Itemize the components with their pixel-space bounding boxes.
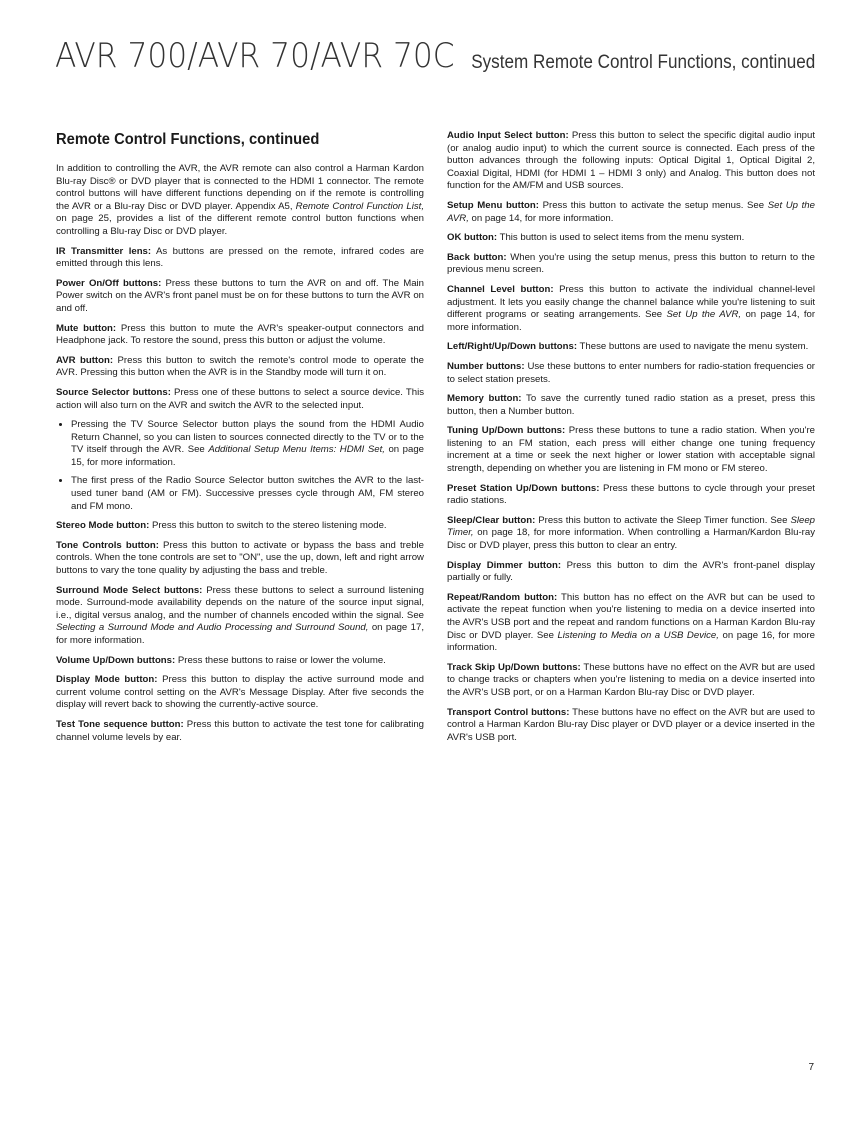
source-text: Press one of these buttons to select a source device. This action will also turn on the AVR and switch the AVR to the selected input. [56,386,425,411]
arrows-text: These buttons are used to navigate the menu system. [579,341,809,353]
sleep-paragraph [447,515,815,553]
back-term: Back button: [447,251,507,263]
display-mode-paragraph [56,674,424,712]
section-heading: Remote Control Functions, continued [56,131,320,148]
audio-input-paragraph [447,130,815,193]
page-number: 7 [808,1062,814,1073]
power-paragraph [56,278,424,316]
setup-menu-text: Press this button to activate the setup menus. See [542,199,765,211]
repeat-text: This button has no effect on the AVR but can be used to activate the repeat function when you're listening to media on a device inserted into the AVR's USB port and the repeat and random functions on a Harman Kardon Blu-ray Disc or DVD player. See [447,591,815,641]
power-term: Power On/Off buttons: [56,277,162,289]
test-tone-text: Press this button to activate the test tone for calibrating channel volume levels by ear. [56,718,425,743]
mute-paragraph [56,323,424,348]
setup-menu-paragraph [447,200,815,225]
repeat-paragraph [447,592,815,655]
dimmer-paragraph [447,560,815,585]
sleep-term: Sleep/Clear button: [447,514,536,526]
mute-term: Mute button: [56,322,117,334]
ir-lens-text: As buttons are pressed on the remote, infrared codes are emitted through this lens. [56,245,424,270]
stereo-term: Stereo Mode button: [56,520,150,532]
repeat-text-b: on page 16, for more information. [447,629,816,654]
dimmer-text: Press this button to dim the AVR's front-panel display partially or fully. [447,559,815,584]
number-text: Use these buttons to enter numbers for radio-station frequencies or to select station presets. [447,360,815,385]
transport-paragraph [447,707,815,745]
surround-ref: Selecting a Surround Mode and Audio Processing and Surround Sound, [56,622,369,634]
channel-level-text: Press this button to activate the individual channel-level adjustment. It lets you easily change the channel balance while you're listening to suit different programs or seating arrangements. See [447,283,816,321]
dimmer-term: Display Dimmer button: [447,559,562,571]
preset-paragraph [447,483,815,508]
intro-ref: Remote Control Function List, [295,200,424,212]
setup-menu-ref: Set Up the AVR, [447,199,815,224]
power-text: Press these buttons to turn the AVR on and off. The Main Power switch on the AVR's front panel must be on for these buttons to turn the AVR on and off. [56,277,425,314]
audio-input-term: Audio Input Select button: [447,130,569,141]
surround-text: Press these buttons to select a surround listening mode. Surround-mode availability depends on the nature of the source input signal, i.e., digital versus analog, and the number of channels encoded within the signal. See [56,584,424,621]
volume-term: Volume Up/Down buttons: [56,654,176,666]
back-paragraph [447,252,815,277]
source-term: Source Selector buttons: [56,386,171,398]
channel-level-text-b: on page 14, for more information. [447,309,816,333]
back-text: When you're using the setup menus, press this button to return to the previous menu screen. [447,251,815,276]
section-title: System Remote Control Functions, continued [470,52,815,73]
sleep-text-b: on page 18, for more information. When controlling a Harman/Kardon Blu-ray Disc or DVD player, press this button to clear an entry. [447,527,815,552]
preset-term: Preset Station Up/Down buttons: [447,482,600,494]
preset-text: Press these buttons to cycle through your preset radio stations. [447,482,815,507]
bullet1-ref: Additional Setup Menu Items: HDMI Set, [208,444,385,456]
tuning-text: Press these buttons to tune a radio station. When you're listening to an FM station, each press will either change one tuning frequency increment at a time or seek the next higher or lower station with acceptable signal strength, depending on whether you are listening in FM mono or FM stereo. [447,425,815,475]
ok-term: OK button: [447,232,498,244]
bullet1-text-a: Pressing the TV Source Selector button plays the sound from the HDMI Audio Return Channel, so you can listen to sources connected directly to the TV or to the TV itself through the AVR. See [71,419,424,456]
memory-paragraph [447,393,815,418]
repeat-term: Repeat/Random button: [447,591,558,603]
avr-text: Press this button to switch the remote's control mode to operate the AVR. Pressing this button when the AVR is in the Standby mode will turn it on. [56,354,424,379]
track-skip-term: Track Skip Up/Down buttons: [447,661,581,673]
bullet1-text-b: on page 15, for more information. [71,444,425,468]
volume-text: Press these buttons to raise or lower the volume. [177,654,386,666]
stereo-text: Press this button to switch to the stereo listening mode. [151,520,387,532]
transport-term: Transport Control buttons: [447,706,570,718]
surround-term: Surround Mode Select buttons: [56,584,203,596]
arrows-paragraph [447,341,815,354]
display-mode-text: Press this button to display the active surround mode and current volume control setting on the AVR's Message Display. After five seconds the display will revert back to showing the currently-active source. [56,674,425,711]
channel-level-ref: Set Up the AVR, [666,309,742,321]
channel-level-paragraph [447,284,815,334]
ir-lens-paragraph [56,246,424,271]
left-column [56,130,424,751]
right-column [447,130,815,751]
memory-text: To save the currently tuned radio station as a preset, press this button, then a Number button. [447,393,815,417]
arrows-term: Left/Right/Up/Down buttons: [447,341,578,353]
memory-term: Memory button: [447,393,522,405]
tone-paragraph [56,540,424,578]
stereo-paragraph [56,520,424,533]
tuning-paragraph [447,425,815,475]
ir-lens-term: IR Transmitter lens: [56,245,152,257]
source-bullet-list [56,419,424,513]
sleep-ref: Sleep Timer, [447,514,815,539]
channel-level-term: Channel Level button: [447,283,554,295]
test-tone-paragraph [56,719,424,744]
bullet2-text: The first press of the Radio Source Selector button switches the AVR to the last-used tuner band (AM or FM). Successive presses cycle through AM, FM stereo and FM mono. [71,475,424,512]
setup-menu-text-b: on page 14, for more information. [471,212,614,224]
list-item [71,419,424,469]
transport-text: These buttons have no effect on the AVR but are used to control a Harman Kardon Blu-ray Disc player or DVD player or a device inserted in the AVR's USB port. [447,706,815,743]
repeat-ref: Listening to Media on a USB Device, [557,629,719,641]
ok-paragraph [447,232,815,245]
avr-term: AVR button: [56,354,114,366]
list-item [71,475,424,513]
volume-paragraph [56,655,424,668]
audio-input-text: Press this button to select the specific digital audio input (or analog audio input) to which the current source is connected. Each press of the button advances through the following inputs: Optical Digital 1, Optical Digital 2, Coaxial Digital, HDMI (for HDMI 1 – HDMI 3 only) and Analog. This button does not function for the AM/FM and USB sources. [447,130,815,192]
sleep-text: Press this button to activate the Sleep Timer function. See [538,514,788,526]
number-paragraph [447,361,815,386]
intro-paragraph [56,163,424,239]
tuning-term: Tuning Up/Down buttons: [447,425,566,437]
intro-text-b: on page 25, provides a list of the different remote control button functions when controlling a Blu-ray Disc or DVD player. [56,213,424,237]
display-mode-term: Display Mode button: [56,674,158,686]
track-skip-text: These buttons have no effect on the AVR but are used to change tracks or chapters when you're listening to media on a device inserted into the AVR's USB port, or on a Harman Kardon Blu-ray Disc or DVD player. [447,661,815,698]
intro-text-a: In addition to controlling the AVR, the AVR remote can also control a Harman Kardon Blu-ray Disc® or DVD player that is connected to the HDMI 1 connector. The remote control buttons will have different functions depending on if the remote is controlling the AVR or a Blu-ray Disc or DVD player. Appendix A5, [56,163,424,212]
test-tone-term: Test Tone sequence button: [56,718,184,730]
tone-text: Press this button to activate or bypass the bass and treble controls. When the tone controls are set to "ON", use the up, down, left and right arrow buttons to vary the tone quality by adjusting the bass and treble. [56,539,424,577]
avr-paragraph [56,355,424,380]
track-skip-paragraph [447,662,815,700]
surround-text-b: on page 17, for more information. [56,622,424,646]
ok-text: This button is used to select items from the menu system. [499,232,745,244]
mute-text: Press this button to mute the AVR's speaker-output connectors and Headphone jack. To restore the sound, press this button or adjust the volume. [56,322,425,347]
source-paragraph [56,387,424,412]
model-title: AVR 700/AVR 70/AVR 70C [55,36,455,76]
number-term: Number buttons: [447,360,525,372]
tone-term: Tone Controls button: [56,539,159,551]
surround-paragraph [56,585,424,648]
setup-menu-term: Setup Menu button: [447,199,539,211]
